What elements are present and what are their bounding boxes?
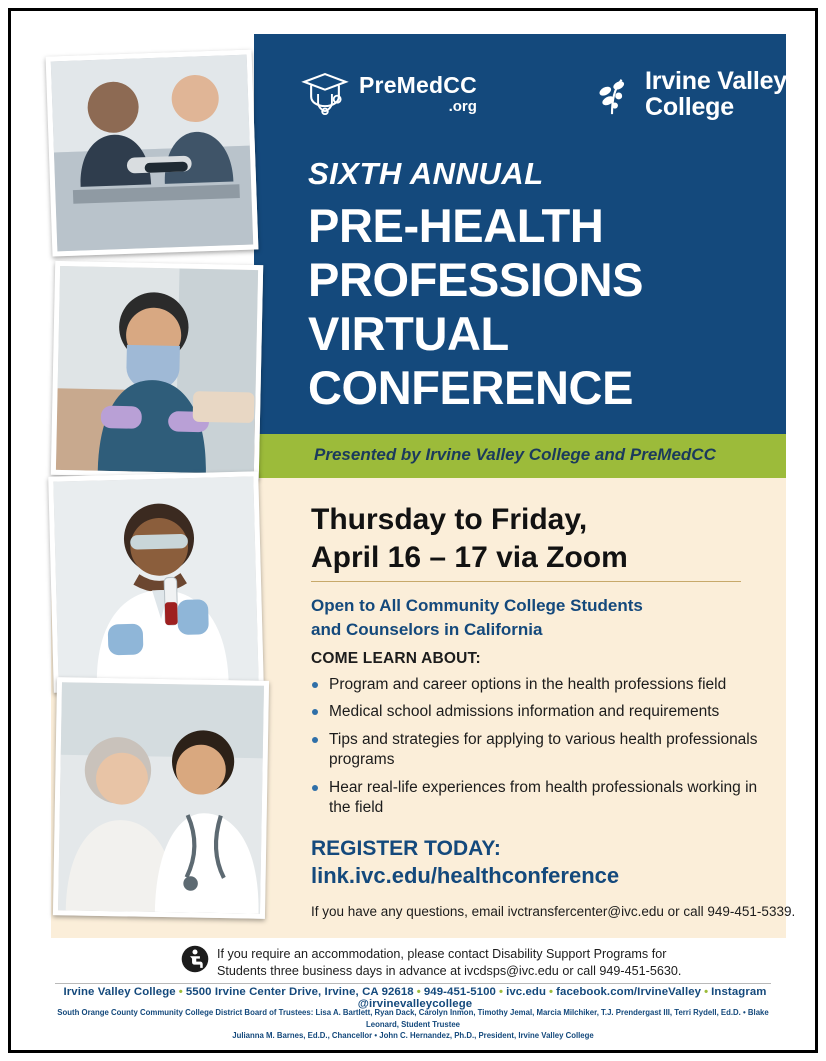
- list-item: Hear real-life experiences from health professionals working in the field: [311, 778, 761, 819]
- footer-separator: •: [704, 986, 709, 998]
- footer-contact-item[interactable]: facebook.com/IrvineValley: [556, 986, 702, 998]
- premedcc-name: PreMedCC: [359, 72, 477, 98]
- poster-frame: [8, 8, 818, 1053]
- irvine-valley-college-logo: [589, 69, 787, 120]
- premedcc-org: .org: [448, 98, 477, 115]
- footer-separator: •: [416, 986, 421, 998]
- photo-prosthetics-lab-image: [51, 55, 254, 252]
- footer-contact-item: 5500 Irvine Center Drive, Irvine, CA 92618: [185, 986, 414, 998]
- title-line-3: VIRTUAL: [308, 307, 509, 361]
- wheelchair-accessibility-icon: [181, 945, 209, 973]
- learn-topics-list: [311, 675, 761, 826]
- accessibility-line-2: Students three business days in advance at ivcdsps@ivc.edu or call 949-451-5630.: [217, 963, 682, 978]
- list-item: Medical school admissions information and requirements: [311, 702, 761, 722]
- accessibility-note: [217, 946, 687, 979]
- footer-separator: •: [178, 986, 183, 998]
- photo-prosthetics-lab: [46, 49, 259, 256]
- footer-contact-item: Irvine Valley College: [63, 986, 176, 998]
- photo-lab-technician: [48, 471, 264, 692]
- audience-line-2: and Counselors in California: [311, 619, 543, 639]
- eyebrow-text: SIXTH ANNUAL: [308, 156, 544, 191]
- accessibility-line-1: If you require an accommodation, please contact Disability Support Programs for: [217, 947, 667, 961]
- date-line-1: Thursday to Friday,: [311, 503, 588, 536]
- premedcc-logo: [299, 68, 477, 120]
- come-learn-heading: COME LEARN ABOUT:: [311, 650, 481, 667]
- footer-separator: •: [549, 986, 554, 998]
- divider-rule: [311, 581, 741, 582]
- title-line-1: PRE-HEALTH: [308, 199, 604, 252]
- photo-lab-technician-image: [53, 476, 258, 687]
- photo-doctor-patient-image: [58, 682, 264, 913]
- footer-separator: •: [498, 986, 504, 998]
- audience-line-1: Open to All Community College Students: [311, 596, 643, 615]
- page-title: [308, 199, 643, 415]
- trustees-line-1: South Orange County Community College District Board of Trustees: Lisa A. Bartlett, Ryan Dack, Carolyn Inmon, Timothy Jemal, Marcia Milchiker, T.J. Prendergast III, Terri Rydell, Ed.D. • Blake Leonard, Student Trustee: [57, 1008, 769, 1029]
- date-line-2: April 16 – 17 via Zoom: [311, 540, 628, 574]
- photo-dental-student-image: [56, 266, 258, 474]
- footer-contact-item: 949-451-5100: [423, 986, 496, 998]
- ivc-name-line1: Irvine Valley: [645, 67, 787, 95]
- trustees-line-2: Julianna M. Barnes, Ed.D., Chancellor • John C. Hernandez, Ph.D., President, Irvine Valley College: [232, 1031, 594, 1041]
- olive-branch-icon: [589, 72, 635, 118]
- register-heading: REGISTER TODAY:: [311, 837, 501, 860]
- conference-date: [311, 501, 628, 576]
- audience-note: [311, 594, 643, 642]
- footer-trustees: [55, 1007, 771, 1042]
- list-item: Program and career options in the health professions field: [311, 675, 761, 695]
- footer-contact-item[interactable]: ivc.edu: [506, 986, 547, 998]
- list-item: Tips and strategies for applying to various health professionals programs: [311, 730, 761, 771]
- presented-by-text: Presented by Irvine Valley College and PreMedCC: [314, 445, 716, 464]
- poster-inner: [11, 11, 815, 1050]
- photo-doctor-patient: [53, 677, 269, 919]
- ivc-name-line2: College: [645, 92, 734, 121]
- footer-contact-item[interactable]: Instagram @irvinevalleycollege: [357, 986, 767, 1010]
- footer-divider: [55, 983, 771, 984]
- title-line-4: CONFERENCE: [308, 361, 634, 415]
- register-link[interactable]: link.ivc.edu/healthconference: [311, 863, 620, 888]
- graduation-cap-stethoscope-icon: [299, 68, 351, 120]
- ivc-wordmark: [645, 69, 787, 120]
- premedcc-wordmark: [359, 74, 477, 114]
- photo-dental-student: [51, 261, 263, 479]
- title-line-2: PROFESSIONS: [308, 253, 644, 307]
- questions-note: If you have any questions, email ivctransfercenter@ivc.edu or call 949-451-5339.: [311, 904, 796, 919]
